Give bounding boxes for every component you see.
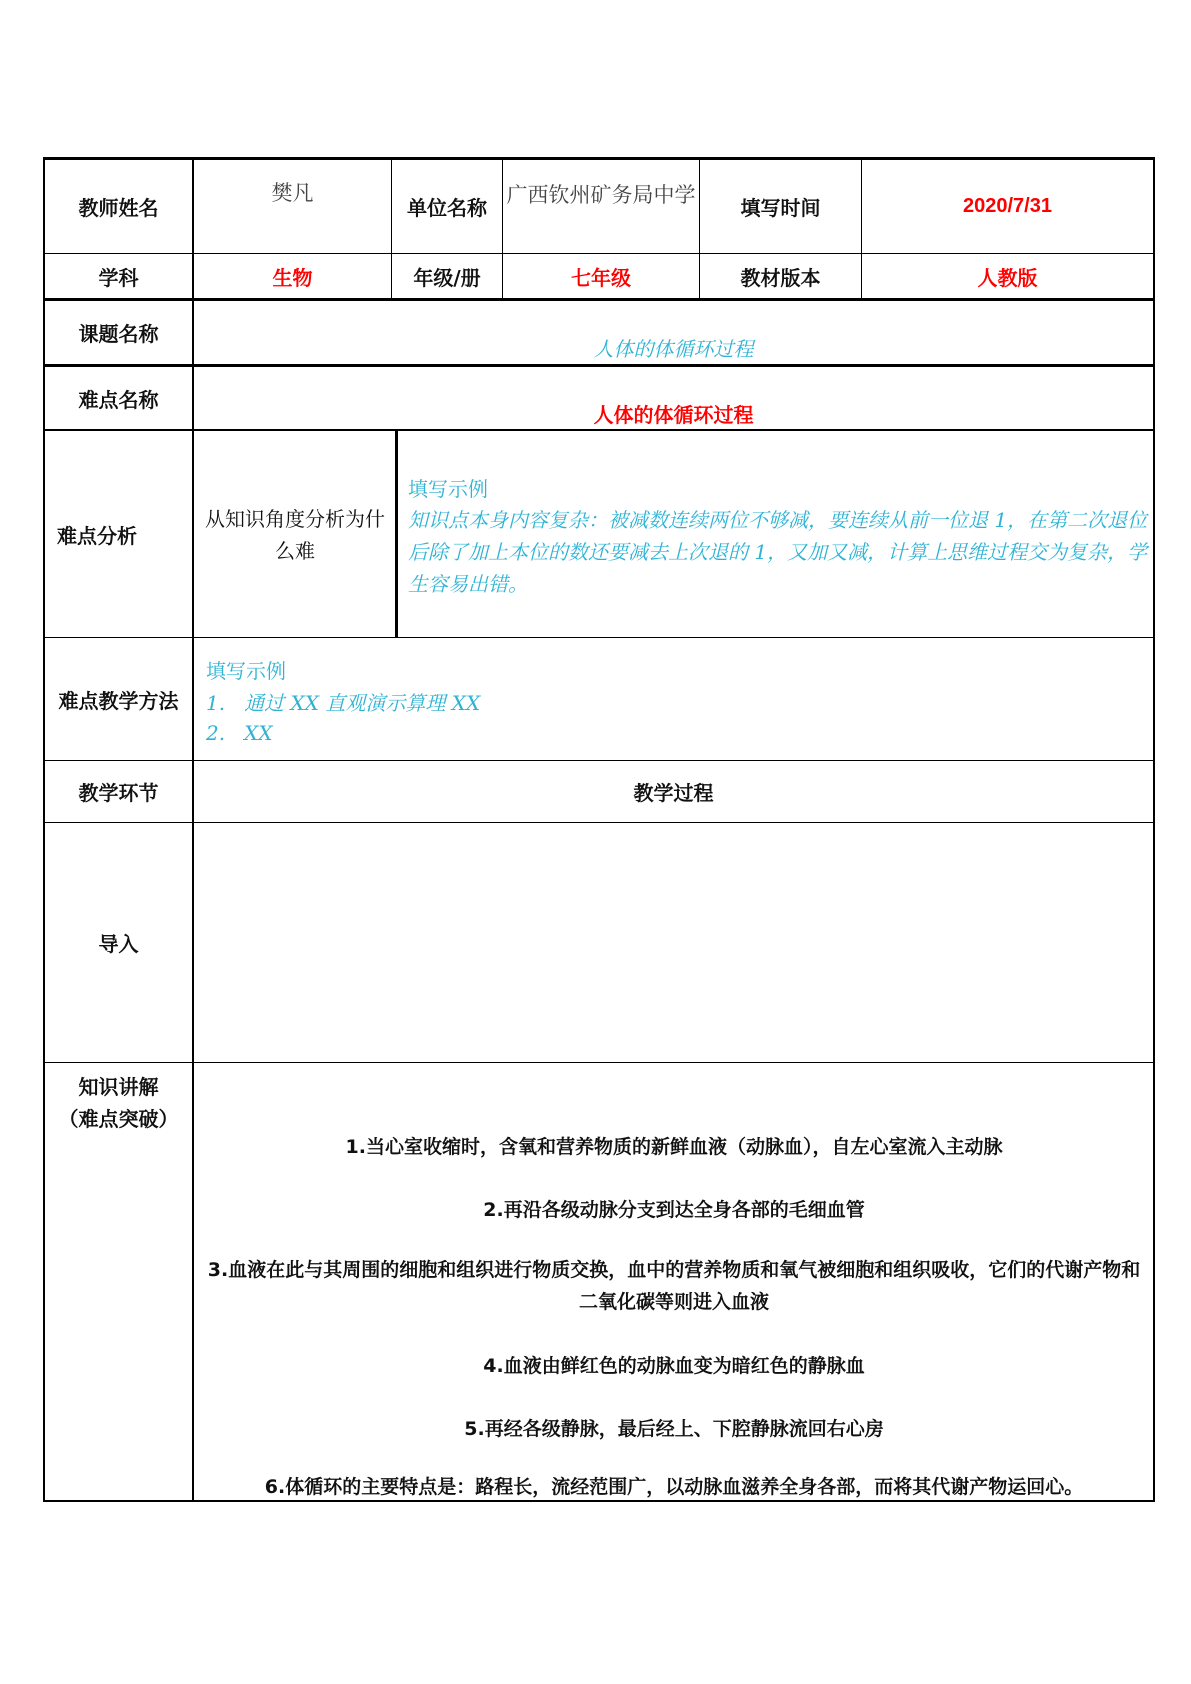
edition-value: 人教版 [977,265,1038,290]
method-example-title: 填写示例 [206,658,286,683]
fill-date-label: 填写时间 [740,196,821,220]
knowledge-point-text: 4.血液由鲜红色的动脉血变为暗红色的静脉血 [483,1355,865,1377]
unit-name-label: 单位名称 [407,196,487,220]
difficulty-value: 人体的体循环过程 [593,402,754,427]
knowledge-point-text: 5.再经各级静脉，最后经上、下腔静脉流回右心房 [464,1418,884,1440]
knowledge-label-line1: 知识讲解 [78,1074,159,1099]
unit-name-value: 广西钦州矿务局中学 [506,183,696,207]
knowledge-point [204,1349,1144,1383]
process-value: 教学过程 [633,781,714,805]
knowledge-point [204,1412,1144,1446]
knowledge-point-text: 6.体循环的主要特点是：路程长，流经范围广，以动脉血滋养全身各部，而将其代谢产物运回心。 [264,1476,1084,1498]
difficulty-label: 难点名称 [78,387,159,412]
method-label: 难点教学方法 [58,688,179,713]
analysis-example-text: 知识点本身内容复杂：被减数连续两位不够减，要连续从前一位退 1，在第二次退位后除了加上本位的数还要减去上次退的 1，又加又减，计算上思维过程交为复杂，学生容易出错。 [408,508,1148,596]
method-item: 1. 通过 XX 直观演示算理 XX [206,690,481,715]
knowledge-point [204,1193,1144,1227]
edition-label: 教材版本 [740,265,821,290]
knowledge-point-text: 2.再沿各级动脉分支到达全身各部的毛细血管 [483,1199,865,1221]
method-item: 2. XX [206,721,273,745]
teacher-name-label: 教师姓名 [78,196,159,220]
analysis-sub-label: 从知识角度分析为什么难 [205,507,385,563]
knowledge-point [204,1254,1144,1322]
subject-value: 生物 [272,265,313,290]
knowledge-point [204,1474,1144,1500]
knowledge-point [204,1130,1144,1164]
intro-content [194,823,1153,1062]
fill-date-value: 2020/7/31 [963,195,1052,217]
subject-label: 学科 [98,265,139,290]
knowledge-point-text: 3.血液在此与其周围的细胞和组织进行物质交换，血中的营养物质和氧气被细胞和组织吸收，它们的代谢产物和二氧化碳等则进入血液 [207,1259,1141,1313]
intro-label: 导入 [98,932,139,956]
grade-value: 七年级 [571,265,631,290]
knowledge-point-text: 1.当心室收缩时，含氧和营养物质的新鲜血液（动脉血），自左心室流入主动脉 [345,1136,1003,1158]
analysis-label: 难点分析 [57,523,137,548]
teacher-name-value: 樊凡 [271,181,314,205]
topic-label: 课题名称 [78,322,159,346]
knowledge-label-line2: （难点突破） [58,1106,179,1131]
topic-value: 人体的体循环过程 [593,336,754,361]
process-label: 教学环节 [78,781,159,805]
analysis-example-title: 填写示例 [408,476,488,501]
grade-label: 年级/册 [413,265,481,290]
